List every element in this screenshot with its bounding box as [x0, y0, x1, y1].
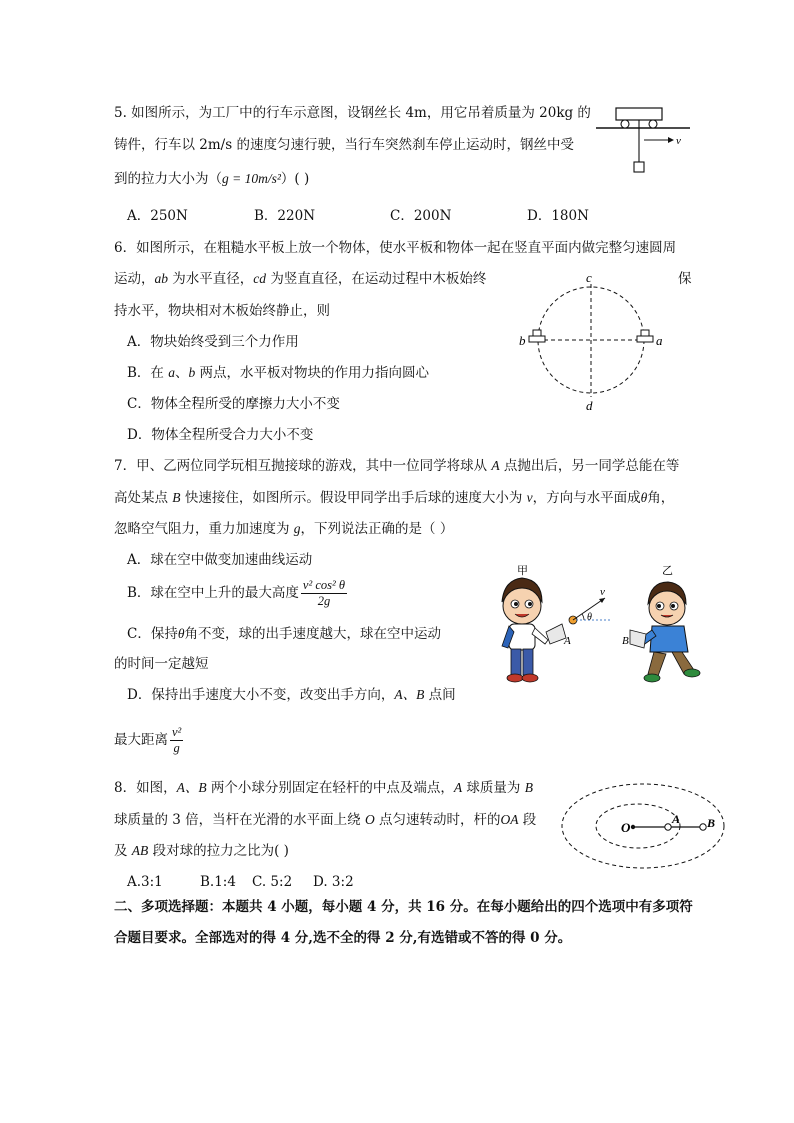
- q7-line3: [114, 520, 453, 538]
- q7-label-v: v: [600, 586, 605, 598]
- q7-line3-post: ，下列说法正确的是（ ）: [300, 521, 454, 537]
- q7-line2-post: ，方向与水平面成: [532, 490, 641, 506]
- q7-optc-theta: θ: [177, 626, 185, 641]
- q7-optb-fraction: [301, 578, 347, 609]
- q8-line2-oa: OA: [500, 812, 519, 827]
- q7-optc-pre: C．保持: [127, 626, 178, 642]
- q8-ball-a: [665, 824, 671, 830]
- q5-option-b: B．220N: [254, 208, 316, 224]
- q6-line3: 持水平，物块相对木板始终静止，则: [114, 303, 330, 319]
- q8-line1-mid: 两个小球分别固定在轻杆的中点及端点，: [206, 780, 454, 796]
- q6-option-b: [127, 364, 429, 382]
- q5-line3-post: ）( ): [280, 171, 310, 187]
- q6-ab: ab: [154, 271, 168, 286]
- q7-v: v: [526, 490, 533, 505]
- q8-line2-pre: 球质量的 3 倍，当杆在光滑的水平面上绕: [114, 812, 365, 828]
- q8-label-b: B: [707, 816, 716, 830]
- q7-optd-denominator: g: [173, 741, 180, 755]
- q8-option-d: D. 3:2: [313, 874, 354, 890]
- q6-optb-mid: 、: [174, 365, 189, 381]
- q5-option-d: D．180N: [527, 208, 589, 224]
- q6-cd: cd: [253, 271, 267, 286]
- q7-optd-line2: [114, 725, 185, 756]
- q8-label-a: A: [672, 812, 681, 826]
- q5-option-c: C．200N: [390, 208, 452, 224]
- q7-optd-line2-text: 最大距离: [114, 732, 168, 748]
- q6-line2-b: 为水平直径，: [168, 271, 254, 287]
- q7-option-a: A．球在空中做变加速曲线运动: [127, 552, 313, 568]
- q8-line2-post: 段: [518, 812, 537, 828]
- q5-v-label: v: [676, 135, 681, 147]
- q8-line1-pre: 8．如图，: [114, 780, 177, 796]
- q7-optb-numerator: v² cos² θ: [302, 578, 346, 592]
- q7-g: g: [293, 521, 301, 536]
- q5-line2: 铸件，行车以 2m/s 的速度匀速行驶，当行车突然刹车停止运动时，钢丝中受: [114, 137, 574, 153]
- q7-optc-line2: 的时间一定越短: [114, 656, 209, 672]
- q8-line3-ab: AB: [131, 843, 149, 858]
- q7-line2-mid: 快速接住，如图所示。假设甲同学出手后球的速度大小为: [180, 490, 527, 506]
- q7-optd-ab: A、B: [394, 687, 425, 702]
- q7-line3-pre: 忽略空气阻力，重力加速度为: [114, 521, 294, 537]
- q5-gravity: g = 10m/s²: [222, 171, 281, 186]
- q7-label-yi: 乙: [662, 565, 673, 577]
- q5-trolley: [616, 108, 662, 120]
- q7-label-b: B: [622, 635, 629, 647]
- q8-pivot-o: [631, 825, 635, 829]
- q6-option-d: D．物体全程所受合力大小不变: [127, 427, 314, 443]
- q6-board-a: [637, 336, 653, 342]
- q6-label-c: c: [586, 272, 592, 285]
- q5-line3-pre: 到的拉力大小为（: [114, 171, 222, 187]
- q8-option-b: B.1:4: [200, 874, 236, 890]
- q7-line2: [114, 489, 674, 507]
- q7-line2-pre: 高处某点: [114, 490, 173, 506]
- q5-line1: 5. 如图所示，为工厂中的行车示意图，设钢丝长 4m，用它吊着质量为 20kg 的: [114, 105, 591, 121]
- q8-line1-ab: A、B: [176, 780, 207, 795]
- q8-option-a: A.3:1: [127, 874, 163, 890]
- q6-label-d: d: [586, 398, 593, 413]
- q7-optd-fraction: [170, 725, 183, 756]
- section2-line2: 合题目要求。全部选对的得 4 分,选不全的得 2 分,有选错或不答的得 0 分。: [114, 930, 572, 946]
- q8-option-c: C. 5:2: [252, 874, 293, 890]
- q7-theta: θ: [640, 490, 648, 505]
- q8-line1: [114, 779, 533, 797]
- q7-optd-pre: D．保持出手速度大小不变，改变出手方向，: [127, 687, 395, 703]
- q7-label-jia: 甲: [517, 565, 528, 577]
- q6-optb-a: a: [168, 365, 175, 380]
- q7-option-d: [127, 686, 456, 704]
- q8-ball-b: [700, 824, 706, 830]
- q7-point-a: A: [491, 458, 500, 473]
- q7-optd-post: 点间: [424, 687, 456, 703]
- q5-wheel-right: [649, 120, 657, 128]
- q8-line2-o: O: [364, 812, 375, 827]
- q8-line2: [114, 811, 536, 829]
- q7-toss-figure: [490, 560, 715, 690]
- q6-line2-a: 运动，: [114, 271, 155, 287]
- q6-circle-figure: [512, 272, 672, 414]
- q7-arrowhead: [599, 598, 605, 603]
- q6-optb-post: 两点，水平板对物块的作用力指向圆心: [195, 365, 430, 381]
- q8-line1-a: A: [453, 780, 463, 795]
- q6-option-a: A．物块始终受到三个力作用: [127, 334, 299, 350]
- q7-line1-pre: 7．甲、乙两位同学玩相互抛接球的游戏，其中一位同学将球从: [114, 458, 492, 474]
- q6-block-b: [533, 330, 541, 336]
- q6-label-b: b: [519, 333, 526, 348]
- q8-line3-pre: 及: [114, 843, 132, 859]
- q6-block-a: [641, 330, 649, 336]
- q7-line2-end: 角，: [647, 490, 675, 506]
- q7-option-c: [127, 625, 441, 643]
- q7-option-b: [127, 578, 349, 609]
- q7-line1-post: 点抛出后，另一同学总能在等: [499, 458, 680, 474]
- q8-line2-mid: 点匀速转动时，杆的: [374, 812, 501, 828]
- q6-line1: 6．如图所示，在粗糙水平板上放一个物体，使水平板和物体一起在竖直平面内做完整匀速圆周: [114, 240, 677, 256]
- q7-optd-numerator: v²: [172, 725, 182, 739]
- section2-line1: 二、多项选择题：本题共 4 小题，每小题 4 分，共 16 分。在每小题给出的四个选项中有多项符: [114, 899, 693, 915]
- q6-option-c: C．物体全程所受的摩擦力大小不变: [127, 396, 340, 412]
- q6-line2: [114, 270, 486, 288]
- q6-optb-pre: B．在: [127, 365, 169, 381]
- q6-label-a: a: [656, 333, 663, 348]
- q7-child-yi: [630, 582, 700, 682]
- q7-label-theta: θ: [587, 612, 592, 623]
- q8-line3-post: 段对球的拉力之比为( ): [148, 843, 289, 859]
- q8-line1-b: B: [524, 780, 533, 795]
- q5-option-a: A．250N: [127, 208, 188, 224]
- q8-label-o: O: [621, 820, 631, 835]
- q6-line2-c: 为竖直直径，在运动过程中木板始终: [266, 271, 487, 287]
- q7-point-b: B: [172, 490, 181, 505]
- q7-angle-arc: [582, 614, 584, 620]
- q7-label-a: A: [564, 635, 571, 647]
- q5-arrowhead: [668, 137, 674, 143]
- q8-line3: [114, 842, 289, 860]
- q7-optb-pre: B．球在空中上升的最大高度: [127, 585, 299, 601]
- q6-board-b: [529, 336, 545, 342]
- q7-child-jia: [502, 578, 566, 682]
- q5-crane-figure: [592, 100, 702, 180]
- q7-optc-post: 角不变，球的出手速度越大，球在空中运动: [184, 626, 441, 642]
- q5-casting: [634, 162, 644, 172]
- q6-line2-end: 保: [678, 271, 692, 287]
- q5-wheel-left: [621, 120, 629, 128]
- q8-line1-post: 球质量为: [462, 780, 525, 796]
- q8-rotation-figure: [558, 780, 728, 876]
- q7-line1: [114, 457, 679, 475]
- q6-optb-b: b: [188, 365, 196, 380]
- q7-optb-denominator: 2g: [317, 594, 331, 608]
- q5-line3: [114, 170, 309, 188]
